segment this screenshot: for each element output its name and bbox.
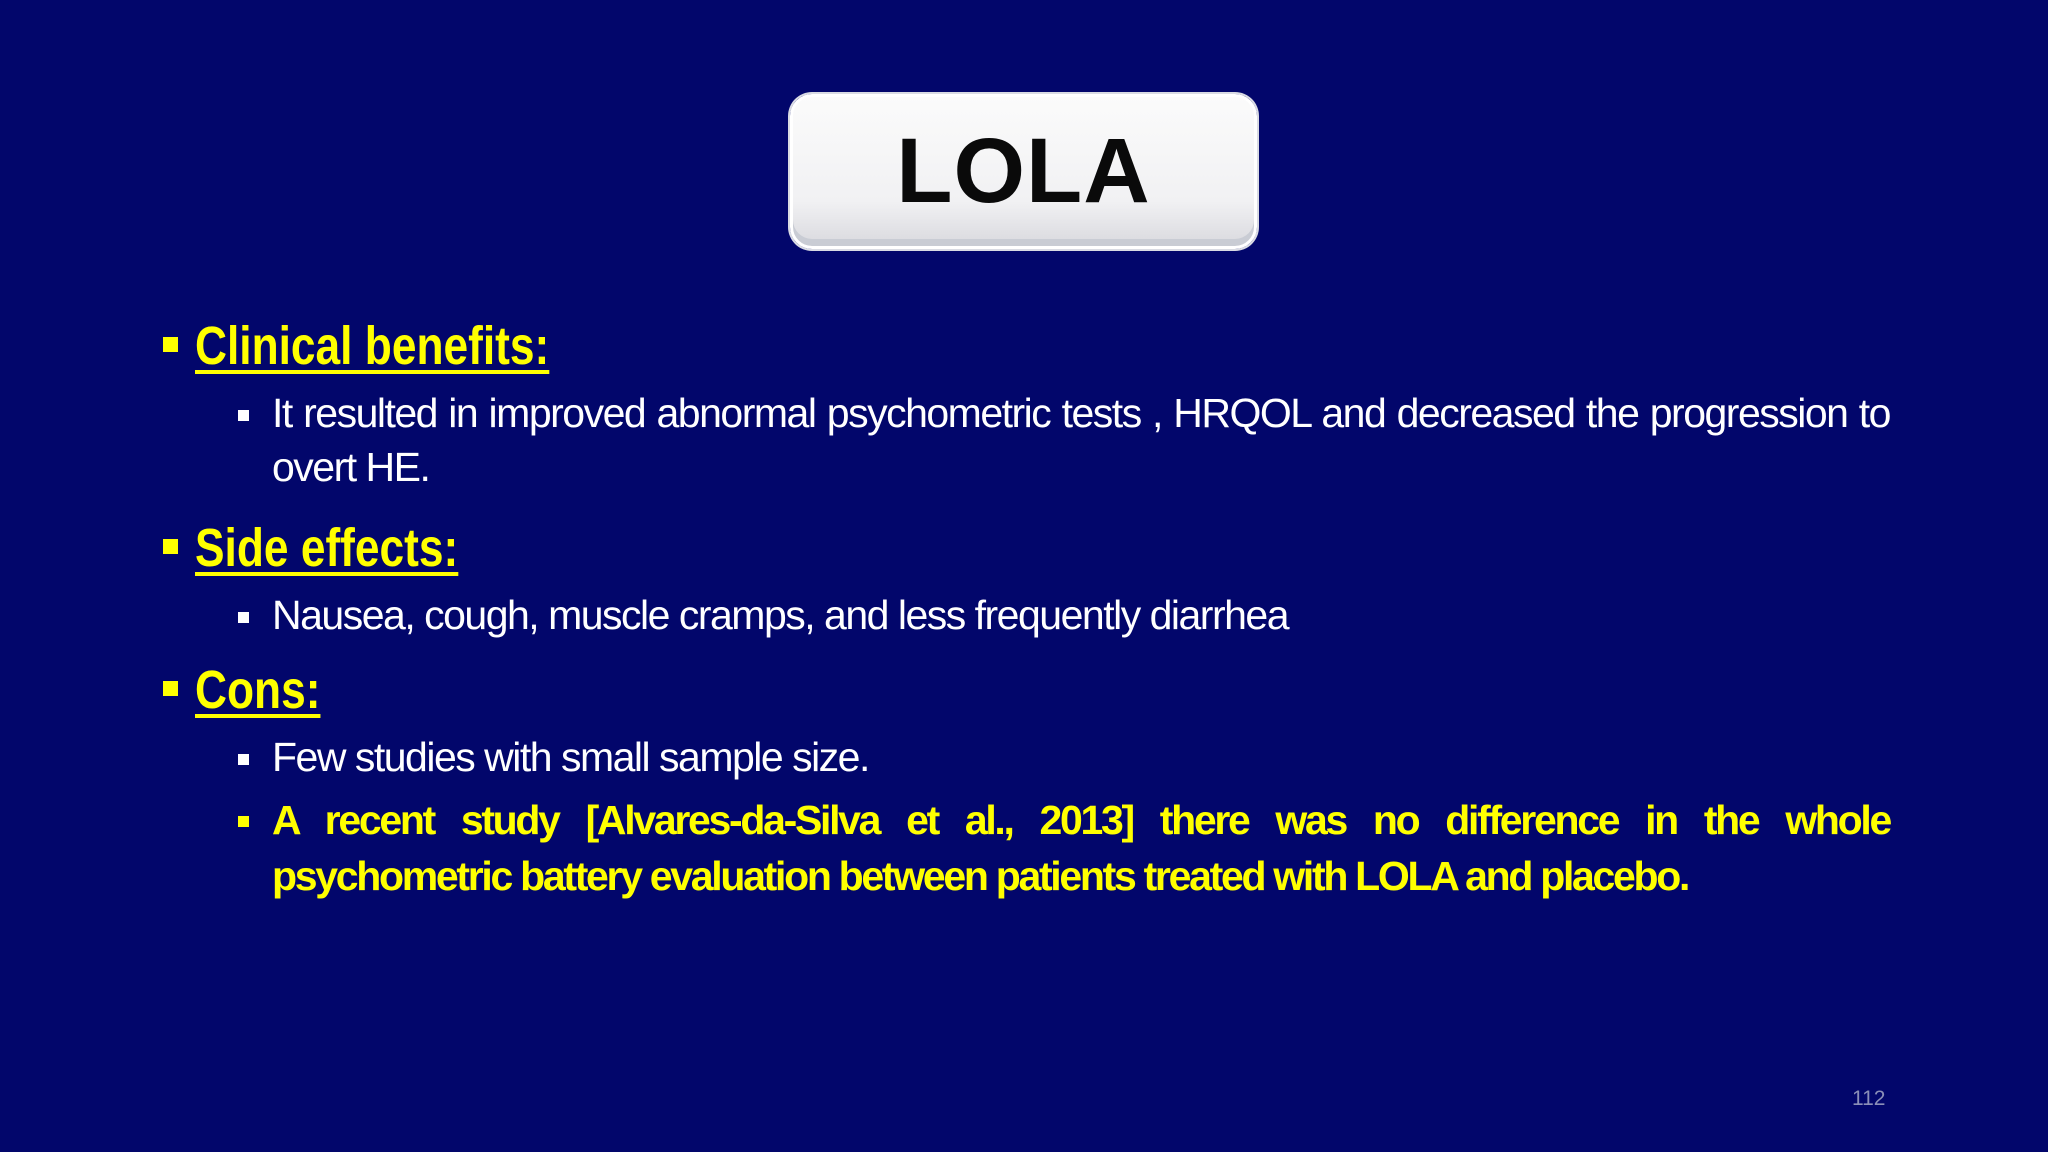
page-number: 112: [1852, 1087, 1886, 1110]
list-item-text: Few studies with small sample size.: [272, 734, 869, 780]
list-item: [160, 386, 1890, 494]
list-item-text: Nausea, cough, muscle cramps, and less frequently diarrhea: [272, 592, 1289, 638]
square-bullet-icon: [238, 410, 249, 421]
section-heading: Cons:: [195, 660, 321, 720]
square-bullet-icon: [238, 754, 249, 765]
title-box: [790, 94, 1257, 249]
list-item-highlight: [160, 792, 1890, 904]
list-item: [160, 730, 1890, 784]
section-clinical-benefits: [160, 310, 1890, 386]
section-heading: Clinical benefits:: [195, 316, 550, 376]
square-bullet-icon: [238, 816, 249, 827]
square-bullet-icon: [163, 681, 178, 696]
section-side-effects: [160, 512, 1890, 588]
slide-content: [160, 310, 1890, 904]
section-heading: Side effects:: [195, 518, 459, 578]
square-bullet-icon: [163, 337, 178, 352]
square-bullet-icon: [238, 612, 249, 623]
slide-title: LOLA: [896, 119, 1151, 222]
list-item-text: It resulted in improved abnormal psychometric tests , HRQOL and decreased the progression to overt HE.: [272, 390, 1890, 490]
square-bullet-icon: [163, 539, 178, 554]
section-cons: [160, 654, 1890, 730]
list-item-text: A recent study [Alvares-da-Silva et al., 2013] there was no difference in the whole psychometric battery evaluation between patients treated with LOLA and placebo.: [272, 797, 1890, 899]
list-item: [160, 588, 1890, 642]
